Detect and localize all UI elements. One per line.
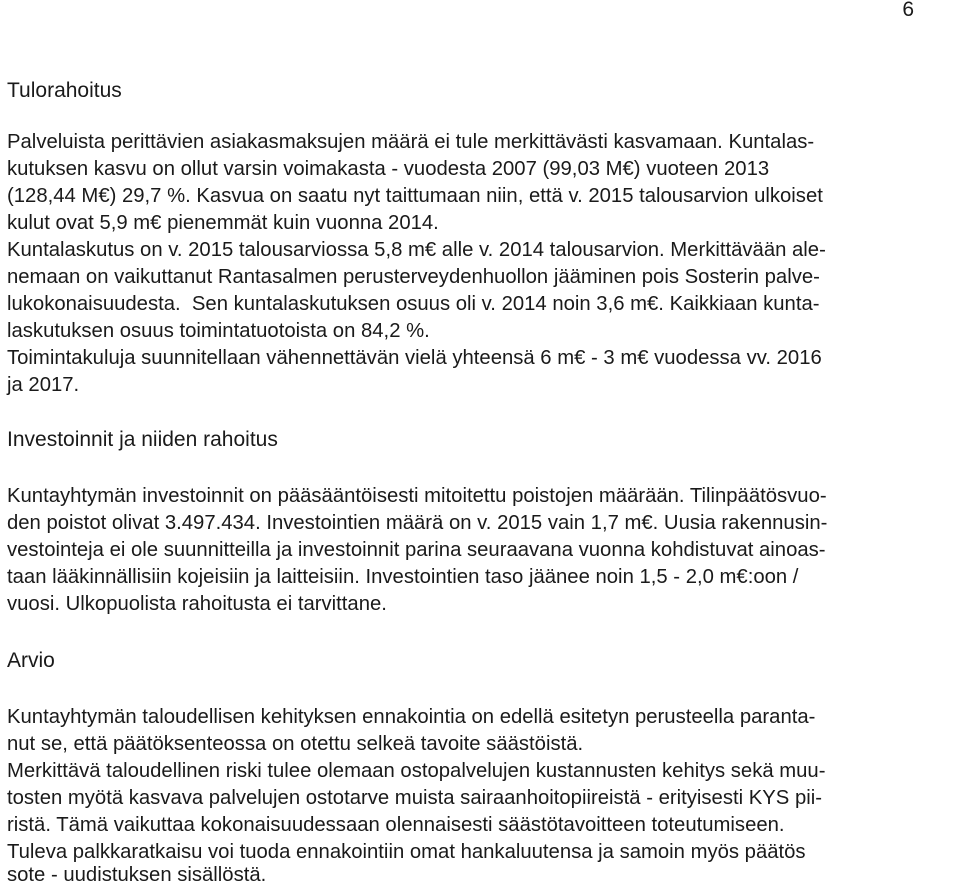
text-line: Tuleva palkkaratkaisu voi tuoda ennakointiin omat hankaluutensa ja samoin myös päätös — [7, 841, 806, 863]
section-heading-tulorahoitus: Tulorahoitus — [7, 79, 122, 102]
text-line: Toimintakuluja suunnitellaan vähennettävän vielä yhteensä 6 m€ - 3 m€ vuodessa vv. 2016 — [7, 347, 822, 369]
page-number: 6 — [902, 0, 914, 21]
text-line: ja 2017. — [7, 374, 80, 396]
text-line: Palveluista perittävien asiakasmaksujen määrä ei tule merkittävästi kasvamaan. Kuntalas- — [7, 131, 815, 153]
text-line: (128,44 M€) 29,7 %. Kasvua on saatu nyt taittumaan niin, että v. 2015 talousarvion ulkoiset — [7, 185, 823, 207]
text-line: sote - uudistuksen sisällöstä. — [7, 864, 267, 886]
text-line: vuosi. Ulkopuolista rahoitusta ei tarvittane. — [7, 593, 387, 615]
section-heading-investoinnit: Investoinnit ja niiden rahoitus — [7, 428, 278, 451]
text-line: vestointeja ei ole suunnitteilla ja investoinnit parina seuraavana vuonna kohdistuvat ainoas- — [7, 539, 826, 561]
text-line: taan lääkinnällisiin kojeisiin ja laitteisiin. Investointien taso jäänee noin 1,5 - 2,0 m€:oon / — [7, 566, 799, 588]
text-line: Kuntayhtymän investoinnit on pääsääntöisesti mitoitettu poistojen määrään. Tilinpäätösvuo- — [7, 485, 827, 507]
text-line: laskutuksen osuus toimintatuotoista on 84,2 %. — [7, 320, 430, 342]
text-line: lukokonaisuudesta. Sen kuntalaskutuksen osuus oli v. 2014 noin 3,6 m€. Kaikkiaan kunta- — [7, 293, 820, 315]
text-line: tosten myötä kasvava palvelujen ostotarve muista sairaanhoitopiireistä - erityisesti KYS pii- — [7, 787, 823, 809]
text-line: Kuntayhtymän taloudellisen kehityksen ennakointia on edellä esitetyn perusteella paranta- — [7, 706, 816, 728]
text-line: den poistot olivat 3.497.434. Investointien määrä on v. 2015 vain 1,7 m€. Uusia rakennusin- — [7, 512, 828, 534]
text-line: Kuntalaskutus on v. 2015 talousarviossa 5,8 m€ alle v. 2014 talousarvion. Merkittävään ale- — [7, 239, 826, 261]
text-line: Merkittävä taloudellinen riski tulee olemaan ostopalvelujen kustannusten kehitys sekä muu- — [7, 760, 826, 782]
text-line: ristä. Tämä vaikuttaa kokonaisuudessaan olennaisesti säästötavoitteen toteutumiseen. — [7, 814, 785, 836]
text-line: nut se, että päätöksenteossa on otettu selkeä tavoite säästöistä. — [7, 733, 584, 755]
text-line: kulut ovat 5,9 m€ pienemmät kuin vuonna 2014. — [7, 212, 439, 234]
text-line: kutuksen kasvu on ollut varsin voimakasta - vuodesta 2007 (99,03 M€) vuoteen 2013 — [7, 158, 770, 180]
section-heading-arvio: Arvio — [7, 649, 55, 672]
text-line: nemaan on vaikuttanut Rantasalmen perusterveydenhuollon jääminen pois Sosterin palve- — [7, 266, 820, 288]
